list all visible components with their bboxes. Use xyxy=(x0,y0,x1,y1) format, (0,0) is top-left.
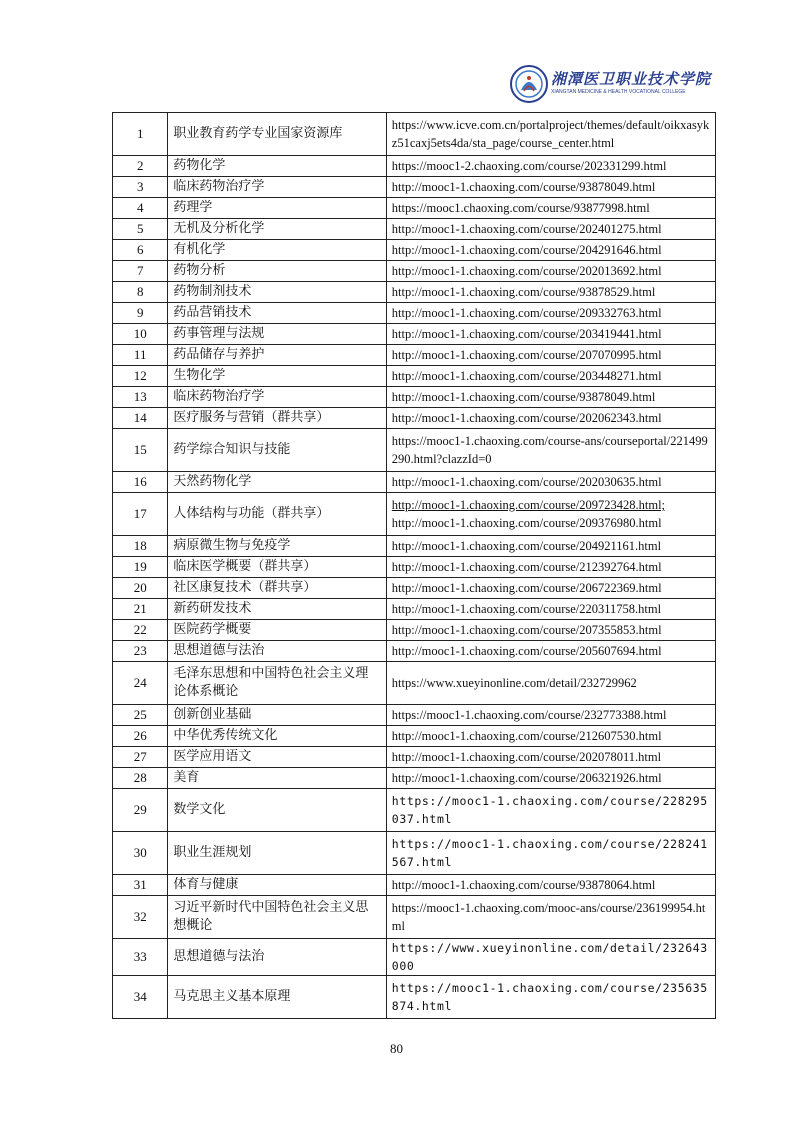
row-number: 4 xyxy=(113,198,168,219)
row-number: 3 xyxy=(113,177,168,198)
table-row xyxy=(113,408,716,429)
course-url-link[interactable]: http://mooc1-1.chaoxing.com/course/202062343.html xyxy=(391,411,662,425)
course-url-link[interactable]: http://mooc1-1.chaoxing.com/course/202013692.html xyxy=(391,264,662,278)
course-url-link[interactable]: http://mooc1-1.chaoxing.com/course/207355853.html xyxy=(391,623,662,637)
table-row xyxy=(113,387,716,408)
course-url-link[interactable]: http://mooc1-1.chaoxing.com/course/93878049.html xyxy=(391,180,656,194)
row-number: 8 xyxy=(113,282,168,303)
table-row xyxy=(113,832,716,875)
course-url-cell xyxy=(386,705,715,726)
row-number: 11 xyxy=(113,345,168,366)
course-url-cell xyxy=(386,976,715,1019)
course-name: 思想道德与法治 xyxy=(168,641,386,662)
course-url-cell xyxy=(386,472,715,493)
table-row xyxy=(113,599,716,620)
row-number: 30 xyxy=(113,832,168,875)
row-number: 20 xyxy=(113,578,168,599)
course-url-cell xyxy=(386,578,715,599)
table-row xyxy=(113,156,716,177)
course-url-cell xyxy=(386,641,715,662)
course-name: 药物分析 xyxy=(168,261,386,282)
table-row xyxy=(113,324,716,345)
course-name: 社区康复技术（群共享） xyxy=(168,578,386,599)
course-url-link[interactable]: https://mooc1.chaoxing.com/course/93877998.html xyxy=(391,201,650,215)
table-row xyxy=(113,282,716,303)
course-name: 中华优秀传统文化 xyxy=(168,726,386,747)
table-row xyxy=(113,641,716,662)
row-number: 2 xyxy=(113,156,168,177)
table-row xyxy=(113,261,716,282)
course-name: 药理学 xyxy=(168,198,386,219)
course-url-link[interactable]: http://mooc1-1.chaoxing.com/course/93878064.html xyxy=(391,878,656,892)
course-url-cell xyxy=(386,177,715,198)
page-number: 80 xyxy=(390,1041,403,1056)
row-number: 18 xyxy=(113,536,168,557)
row-number: 28 xyxy=(113,768,168,789)
course-name: 职业教育药学专业国家资源库 xyxy=(168,113,386,156)
course-url-link[interactable]: http://mooc1-1.chaoxing.com/course/220311758.html xyxy=(391,602,662,616)
table-row xyxy=(113,113,716,156)
course-name: 有机化学 xyxy=(168,240,386,261)
table-row xyxy=(113,939,716,976)
course-url-link[interactable]: http://mooc1-1.chaoxing.com/course/202030635.html xyxy=(391,475,662,489)
table-row xyxy=(113,472,716,493)
course-name: 数学文化 xyxy=(168,789,386,832)
course-name: 医疗服务与营销（群共享） xyxy=(168,408,386,429)
course-url-cell xyxy=(386,493,715,536)
course-name: 无机及分析化学 xyxy=(168,219,386,240)
course-url-link[interactable]: https://mooc1-1.chaoxing.com/course-ans/courseportal/221499290.html?clazzId=0 xyxy=(391,434,708,466)
course-url-cell xyxy=(386,832,715,875)
row-number: 32 xyxy=(113,896,168,939)
table-row xyxy=(113,875,716,896)
course-url-cell xyxy=(386,282,715,303)
course-url-cell xyxy=(386,387,715,408)
course-url-cell xyxy=(386,408,715,429)
college-emblem-icon xyxy=(509,64,549,104)
table-row xyxy=(113,493,716,536)
row-number: 1 xyxy=(113,113,168,156)
table-row xyxy=(113,303,716,324)
logo-name: 湘潭医卫职业技术学院 xyxy=(551,72,712,88)
row-number: 12 xyxy=(113,366,168,387)
course-url-cell xyxy=(386,747,715,768)
row-number: 29 xyxy=(113,789,168,832)
table-row xyxy=(113,198,716,219)
course-name: 体育与健康 xyxy=(168,875,386,896)
resource-table xyxy=(112,112,716,1019)
course-name: 习近平新时代中国特色社会主义思想概论 xyxy=(168,896,386,939)
course-name: 思想道德与法治 xyxy=(168,939,386,976)
course-url-link[interactable]: http://mooc1-1.chaoxing.com/course/209332763.html xyxy=(391,306,662,320)
course-name: 创新创业基础 xyxy=(168,705,386,726)
logo-subtitle: XIANGTAN MEDICINE & HEALTH VOCATIONAL COLLEGE xyxy=(551,89,686,95)
row-number: 31 xyxy=(113,875,168,896)
table-row xyxy=(113,345,716,366)
course-url-link[interactable]: http://mooc1-1.chaoxing.com/course/93878049.html xyxy=(391,390,656,404)
course-name: 人体结构与功能（群共享） xyxy=(168,493,386,536)
course-url-cell xyxy=(386,662,715,705)
row-number: 15 xyxy=(113,429,168,472)
course-name: 天然药物化学 xyxy=(168,472,386,493)
course-name: 药品营销技术 xyxy=(168,303,386,324)
row-number: 26 xyxy=(113,726,168,747)
row-number: 6 xyxy=(113,240,168,261)
table-row xyxy=(113,747,716,768)
course-url-cell xyxy=(386,429,715,472)
row-number: 14 xyxy=(113,408,168,429)
course-url-link[interactable]: https://mooc1-1.chaoxing.com/mooc-ans/course/236199954.html xyxy=(391,901,706,933)
table-row xyxy=(113,177,716,198)
row-number: 16 xyxy=(113,472,168,493)
course-url-link[interactable]: http://mooc1-1.chaoxing.com/course/212607530.html xyxy=(391,729,662,743)
course-url-link[interactable]: https://mooc1-2.chaoxing.com/course/202331299.html xyxy=(391,159,667,173)
course-url-link[interactable]: http://mooc1-1.chaoxing.com/course/204921161.html xyxy=(391,539,662,553)
course-name: 药品储存与养护 xyxy=(168,345,386,366)
course-name: 临床药物治疗学 xyxy=(168,387,386,408)
course-url-link[interactable]: https://www.xueyinonline.com/detail/232643000 xyxy=(391,941,708,973)
course-name: 美育 xyxy=(168,768,386,789)
course-name: 药物化学 xyxy=(168,156,386,177)
row-number: 34 xyxy=(113,976,168,1019)
course-url-cell xyxy=(386,303,715,324)
course-url-cell xyxy=(386,875,715,896)
course-name: 临床药物治疗学 xyxy=(168,177,386,198)
row-number: 7 xyxy=(113,261,168,282)
course-url-cell xyxy=(386,726,715,747)
table-row xyxy=(113,557,716,578)
row-number: 27 xyxy=(113,747,168,768)
table-row xyxy=(113,219,716,240)
course-name: 马克思主义基本原理 xyxy=(168,976,386,1019)
course-name: 药学综合知识与技能 xyxy=(168,429,386,472)
course-name: 病原微生物与免疫学 xyxy=(168,536,386,557)
table-row xyxy=(113,429,716,472)
course-url-link[interactable]: http://mooc1-1.chaoxing.com/course/209723428.html; xyxy=(391,498,666,512)
college-logo xyxy=(509,64,712,104)
course-url-cell xyxy=(386,198,715,219)
course-url-link[interactable]: https://mooc1-1.chaoxing.com/course/228295037.html xyxy=(391,794,708,826)
course-url-link[interactable]: http://mooc1-1.chaoxing.com/course/202401275.html xyxy=(391,222,662,236)
course-url-link-secondary[interactable]: http://mooc1-1.chaoxing.com/course/209376980.html xyxy=(391,516,662,530)
row-number: 19 xyxy=(113,557,168,578)
course-url-cell xyxy=(386,261,715,282)
course-url-link[interactable]: http://mooc1-1.chaoxing.com/course/203419441.html xyxy=(391,327,662,341)
course-url-link[interactable]: https://www.icve.com.cn/portalproject/themes/default/oikxasykz51caxj5ets4da/sta_page/course_center.html xyxy=(391,118,710,150)
table-row xyxy=(113,240,716,261)
course-url-link[interactable]: https://mooc1-1.chaoxing.com/course/235635874.html xyxy=(391,981,708,1013)
course-url-link[interactable]: http://mooc1-1.chaoxing.com/course/207070995.html xyxy=(391,348,662,362)
table-row xyxy=(113,896,716,939)
row-number: 5 xyxy=(113,219,168,240)
course-name: 新药研发技术 xyxy=(168,599,386,620)
table-row xyxy=(113,768,716,789)
course-name: 药事管理与法规 xyxy=(168,324,386,345)
row-number: 25 xyxy=(113,705,168,726)
row-number: 23 xyxy=(113,641,168,662)
table-row xyxy=(113,366,716,387)
row-number: 33 xyxy=(113,939,168,976)
course-url-link[interactable]: https://mooc1-1.chaoxing.com/course/232773388.html xyxy=(391,708,667,722)
row-number: 22 xyxy=(113,620,168,641)
row-number: 24 xyxy=(113,662,168,705)
course-url-cell xyxy=(386,557,715,578)
row-number: 17 xyxy=(113,493,168,536)
course-url-cell xyxy=(386,324,715,345)
row-number: 13 xyxy=(113,387,168,408)
table-row xyxy=(113,705,716,726)
row-number: 10 xyxy=(113,324,168,345)
course-name: 医院药学概要 xyxy=(168,620,386,641)
course-url-cell xyxy=(386,219,715,240)
course-url-cell xyxy=(386,620,715,641)
course-name: 药物制剂技术 xyxy=(168,282,386,303)
course-url-cell xyxy=(386,939,715,976)
course-url-cell xyxy=(386,768,715,789)
course-url-link[interactable]: https://www.xueyinonline.com/detail/232729962 xyxy=(391,676,637,690)
row-number: 9 xyxy=(113,303,168,324)
course-url-cell xyxy=(386,113,715,156)
course-url-cell xyxy=(386,240,715,261)
course-name: 医学应用语文 xyxy=(168,747,386,768)
course-url-cell xyxy=(386,599,715,620)
course-url-cell xyxy=(386,366,715,387)
course-url-link[interactable]: http://mooc1-1.chaoxing.com/course/204291646.html xyxy=(391,243,662,257)
row-number: 21 xyxy=(113,599,168,620)
course-url-link[interactable]: http://mooc1-1.chaoxing.com/course/93878529.html xyxy=(391,285,656,299)
course-url-cell xyxy=(386,896,715,939)
course-url-link[interactable]: http://mooc1-1.chaoxing.com/course/206321926.html xyxy=(391,771,662,785)
course-name: 职业生涯规划 xyxy=(168,832,386,875)
course-name: 毛泽东思想和中国特色社会主义理论体系概论 xyxy=(168,662,386,705)
course-url-cell xyxy=(386,345,715,366)
table-row xyxy=(113,536,716,557)
course-url-link[interactable]: http://mooc1-1.chaoxing.com/course/202078011.html xyxy=(391,750,662,764)
table-row xyxy=(113,578,716,599)
course-url-link[interactable]: http://mooc1-1.chaoxing.com/course/205607694.html xyxy=(391,644,662,658)
course-url-link[interactable]: http://mooc1-1.chaoxing.com/course/212392764.html xyxy=(391,560,662,574)
course-name: 生物化学 xyxy=(168,366,386,387)
course-name: 临床医学概要（群共享） xyxy=(168,557,386,578)
table-row xyxy=(113,976,716,1019)
table-row xyxy=(113,726,716,747)
course-url-cell xyxy=(386,536,715,557)
course-url-link[interactable]: http://mooc1-1.chaoxing.com/course/206722369.html xyxy=(391,581,662,595)
course-url-link[interactable]: http://mooc1-1.chaoxing.com/course/203448271.html xyxy=(391,369,662,383)
course-url-link[interactable]: https://mooc1-1.chaoxing.com/course/228241567.html xyxy=(391,837,708,869)
course-url-cell xyxy=(386,789,715,832)
table-row xyxy=(113,789,716,832)
table-row xyxy=(113,620,716,641)
course-url-cell xyxy=(386,156,715,177)
table-row xyxy=(113,662,716,705)
